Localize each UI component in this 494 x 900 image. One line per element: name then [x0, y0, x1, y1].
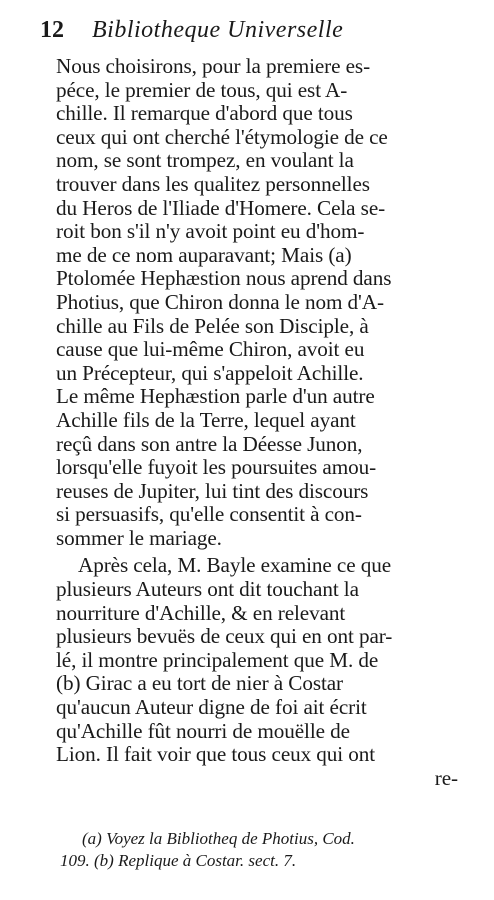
text-line: Ptolomée Hephæstion nous aprend dans [56, 266, 392, 291]
text-line: Lion. Il fait voir que tous ceux qui ont [56, 742, 376, 767]
text-line: qu'Achille fût nourri de mouëlle de [56, 718, 350, 743]
footnote-line: 109. (b) Replique à Costar. sect. 7. [60, 851, 297, 870]
page-header [40, 16, 460, 44]
running-title: Bibliotheque Universelle [92, 17, 344, 43]
paragraph-start-line: Après cela, M. Bayle examine ce que [78, 553, 391, 578]
text-line: plusieurs Auteurs ont dit touchant la [56, 577, 359, 602]
text-line: du Heros de l'Iliade d'Homere. Cela se- [56, 195, 386, 220]
text-line: lorsqu'elle fuyoit les poursuites amou- [56, 455, 377, 480]
text-line: Nous choisirons, pour la premiere es- [56, 54, 371, 78]
text-line: (b) Girac a eu tort de nier à Costar [56, 671, 344, 696]
text-line: chille. Il remarque d'abord que tous [56, 101, 353, 126]
footnotes [60, 828, 460, 872]
text-line: cause que lui-même Chiron, avoit eu [56, 337, 365, 362]
text-line: péce, le premier de tous, qui est A- [56, 77, 348, 102]
text-line: trouver dans les qualitez personnelles [56, 171, 370, 196]
page-number: 12 [40, 17, 64, 43]
text-line: si persuasifs, qu'elle consentit à con- [56, 502, 362, 527]
text-line: reçû dans son antre la Déesse Junon, [56, 431, 363, 456]
text-line: plusieurs bevuës de ceux qui en ont par- [56, 624, 393, 649]
text-line: ceux qui ont cherché l'étymologie de ce [56, 124, 388, 149]
footnote-line: (a) Voyez la Bibliotheq de Photius, Cod. [82, 829, 355, 848]
text-line: Photius, que Chiron donna le nom d'A- [56, 289, 384, 314]
text-line: qu'aucun Auteur digne de foi ait écrit [56, 695, 367, 720]
text-line: nom, se sont trompez, en voulant la [56, 148, 354, 173]
text-line: Le même Hephæstion parle d'un autre [56, 384, 375, 409]
body-text [56, 55, 458, 790]
text-line: reuses de Jupiter, lui tint des discours [56, 478, 369, 503]
text-line: me de ce nom auparavant; Mais (a) [56, 242, 352, 267]
catchword: re- [434, 765, 458, 790]
text-line: roit bon s'il n'y avoit point eu d'hom- [56, 219, 365, 244]
text-line: nourriture d'Achille, & en relevant [56, 600, 346, 625]
text-line: sommer le mariage. [56, 525, 222, 550]
text-line: un Précepteur, qui s'appeloit Achille. [56, 360, 364, 385]
text-line: chille au Fils de Pelée son Disciple, à [56, 313, 369, 338]
text-line: lé, il montre principalement que M. de [56, 647, 379, 672]
text-line: Achille fils de la Terre, lequel ayant [56, 407, 356, 432]
